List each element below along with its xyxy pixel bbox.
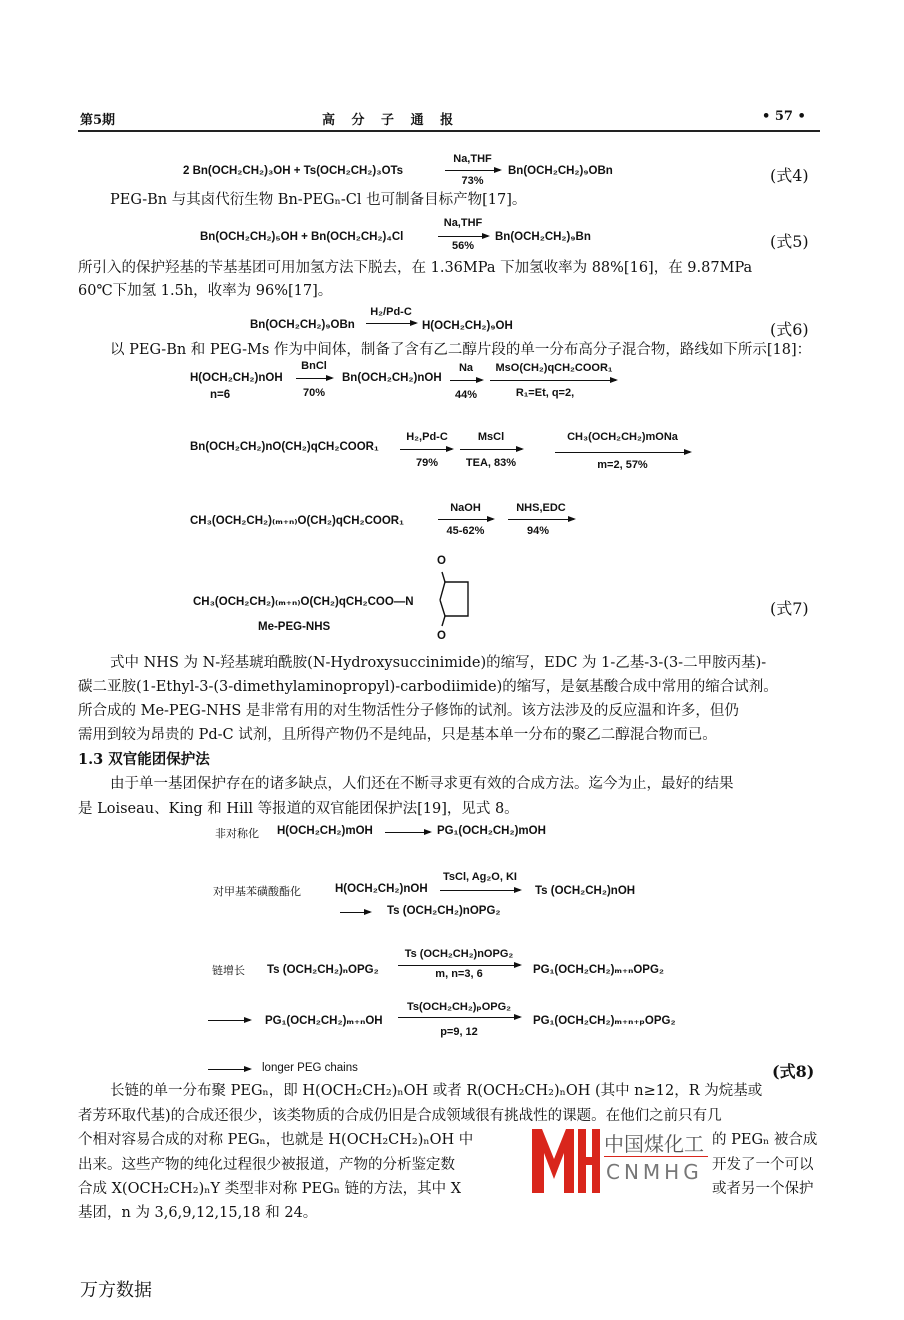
paragraph-line-end: 或者另一个保护 xyxy=(712,1181,814,1197)
arrow-label: Ts(OCH₂CH₂)ₚOPG₂ xyxy=(406,1001,512,1013)
carbonyl-oxygen: O xyxy=(437,555,446,567)
paragraph-line: 碳二亚胺(1-Ethyl-3-(3-dimethylaminopropyl)-carbodiimide)的缩写，是氨基酸合成中常用的缩合试剂。 xyxy=(78,679,778,695)
eq6-product: H(OCH₂CH₂)₉OH xyxy=(422,320,513,332)
journal-title: 高 分 子 通 报 xyxy=(322,113,460,128)
eq8-reactant: H(OCH₂CH₂)nOH xyxy=(335,883,428,895)
eq7-intermediate: Bn(OCH₂CH₂)nOH xyxy=(342,372,442,384)
eq5-label: (式5) xyxy=(770,232,809,251)
paragraph-line: 出来。这些产物的纯化过程很少被报道，产物的分析鉴定数 xyxy=(78,1157,455,1173)
paragraph-line-end: 开发了一个可以 xyxy=(712,1157,814,1173)
arrow-label: Ts (OCH₂CH₂)nOPG₂ xyxy=(404,948,514,960)
reaction-arrow xyxy=(460,449,522,450)
eq6-conditions: H₂/Pd-C xyxy=(370,306,412,318)
arrow-label: NaOH xyxy=(450,502,481,514)
eq7-ester: Bn(OCH₂CH₂)nO(CH₂)qCH₂COOR₁ xyxy=(190,441,379,453)
reaction-arrow xyxy=(438,519,493,520)
paragraph-line-end: 的 PEGₙ 被合成 xyxy=(712,1132,818,1148)
eq8-reactant: PG₁(OCH₂CH₂)ₘ₊ₙOH xyxy=(265,1015,383,1027)
paragraph-line: 基团，n 为 3,6,9,12,15,18 和 24。 xyxy=(78,1205,318,1221)
arrow-label: BnCl xyxy=(301,360,327,372)
watermark-text xyxy=(604,1126,708,1196)
eq4-conditions: Na,THF xyxy=(453,153,492,165)
reaction-arrow xyxy=(208,1069,250,1070)
reaction-arrow xyxy=(508,519,574,520)
watermark-en: CNMHG xyxy=(606,1160,703,1184)
succinimide-ring-icon xyxy=(430,568,475,630)
arrow-label: p=9, 12 xyxy=(440,1026,478,1038)
arrow-label: H₂,Pd-C xyxy=(406,431,448,443)
reaction-arrow xyxy=(445,170,500,171)
step-tag: 链增长 xyxy=(212,964,245,977)
paragraph-line: 由于单一基团保护存在的诸多缺点，人们还在不断寻求更有效的合成方法。迄今为止，最好的结果 xyxy=(110,776,734,792)
eq5-reactants: Bn(OCH₂CH₂)₅OH + Bn(OCH₂CH₂)₄Cl xyxy=(200,231,404,243)
eq5-yield: 56% xyxy=(451,240,475,252)
eq8-product: Ts (OCH₂CH₂)nOPG₂ xyxy=(387,905,501,917)
step-tag: 对甲基苯磺酸酯化 xyxy=(213,885,301,898)
reaction-arrow xyxy=(208,1020,250,1021)
paragraph-line: 以 PEG-Bn 和 PEG-Ms 作为中间体，制备了含有乙二醇片段的单一分布高分子混合物，路线如下所示[18]： xyxy=(110,342,812,358)
footer-source: 万方数据 xyxy=(80,1280,152,1301)
reaction-arrow xyxy=(440,890,520,891)
arrow-label: TEA, 83% xyxy=(465,457,517,469)
eq6-label: (式6) xyxy=(770,320,809,339)
watermark-cn: 中国煤化工 xyxy=(604,1132,704,1156)
eq5-product: Bn(OCH₂CH₂)₉Bn xyxy=(495,231,591,243)
eq7-start: H(OCH₂CH₂)nOH xyxy=(190,372,283,384)
paragraph-line: 是 Loiseau、King 和 Hill 等报道的双官能团保护法[19]，见式 8。 xyxy=(78,801,519,817)
watermark-logo xyxy=(530,1127,600,1195)
page-number: • 57 • xyxy=(762,109,806,124)
reaction-arrow xyxy=(555,452,690,453)
reaction-arrow xyxy=(398,965,520,966)
eq8-label: (式8) xyxy=(772,1062,815,1081)
eq4-reactants: 2 Bn(OCH₂CH₂)₃OH + Ts(OCH₂CH₂)₃OTs xyxy=(183,165,404,177)
eq8-reactant: Ts (OCH₂CH₂)ₙOPG₂ xyxy=(267,964,379,976)
arrow-label: 45-62% xyxy=(446,525,485,537)
reaction-arrow xyxy=(398,1017,520,1018)
paragraph-line: PEG-Bn 与其卤代衍生物 Bn-PEGₙ-Cl 也可制备目标产物[17]。 xyxy=(110,192,527,208)
eq8-continuation: longer PEG chains xyxy=(262,1062,358,1074)
reaction-arrow xyxy=(296,378,332,379)
step-tag: 非对称化 xyxy=(215,827,259,840)
arrow-label: TsCl, Ag₂O, KI xyxy=(443,871,517,883)
arrow-label: 94% xyxy=(526,525,550,537)
arrow-label: m, n=3, 6 xyxy=(435,968,483,980)
reaction-arrow xyxy=(438,236,488,237)
eq7-label: (式7) xyxy=(770,599,809,618)
paragraph-line: 长链的单一分布聚 PEGₙ，即 H(OCH₂CH₂)ₙOH 或者 R(OCH₂CH₂)ₙOH (其中 n≥12，R 为烷基或 xyxy=(110,1083,763,1099)
eq4-product: Bn(OCH₂CH₂)₉OBn xyxy=(508,165,613,177)
arrow-label: NHS,EDC xyxy=(516,502,566,514)
eq7-product: CH₃(OCH₂CH₂)₍ₘ₊ₙ₎O(CH₂)qCH₂COO—N xyxy=(193,596,414,608)
eq8-reactant: H(OCH₂CH₂)mOH xyxy=(277,825,373,837)
mh-logo-icon xyxy=(530,1127,600,1195)
reaction-arrow xyxy=(450,380,482,381)
eq8-product: PG₁(OCH₂CH₂)ₘ₊ₙ₊ₚOPG₂ xyxy=(533,1015,676,1027)
paragraph-line: 者芳环取代基)的合成还很少，该类物质的合成仍旧是合成领域很有挑战性的课题。在他们之前只有几 xyxy=(78,1108,722,1124)
reaction-arrow xyxy=(490,380,616,381)
eq4-yield: 73% xyxy=(461,175,484,187)
arrow-label: 44% xyxy=(454,389,478,401)
arrow-label: R₁=Et, q=2, xyxy=(515,387,575,399)
compound-name: Me-PEG-NHS xyxy=(258,621,331,633)
reaction-arrow xyxy=(340,912,370,913)
carbonyl-oxygen: O xyxy=(437,630,446,642)
arrow-label: MsO(CH₂)qCH₂COOR₁ xyxy=(495,362,613,374)
section-heading: 1.3 双官能团保护法 xyxy=(78,751,210,768)
paragraph-line: 式中 NHS 为 N-羟基琥珀酰胺(N-Hydroxysuccinimide)的缩写，EDC 为 1-乙基-3-(3-二甲胺丙基)- xyxy=(110,655,767,671)
paragraph-line: 个相对容易合成的对称 PEGₙ，也就是 H(OCH₂CH₂)ₙOH 中 xyxy=(78,1132,474,1148)
issue-number: 第5期 xyxy=(80,113,116,128)
arrow-label: 79% xyxy=(415,457,439,469)
arrow-label: 70% xyxy=(302,387,326,399)
eq8-product: PG₁(OCH₂CH₂)ₘ₊ₙOPG₂ xyxy=(533,964,665,976)
paragraph-line: 所合成的 Me-PEG-NHS 是非常有用的对生物活性分子修饰的试剂。该方法涉及的反应温和许多，但仍 xyxy=(78,703,739,719)
eq7-methyl-ester: CH₃(OCH₂CH₂)₍ₘ₊ₙ₎O(CH₂)qCH₂COOR₁ xyxy=(190,515,404,527)
reaction-arrow xyxy=(400,449,452,450)
arrow-label: MsCl xyxy=(477,431,505,443)
eq5-conditions: Na,THF xyxy=(443,217,483,229)
reaction-arrow xyxy=(385,832,430,833)
eq8-product: PG₁(OCH₂CH₂)mOH xyxy=(437,825,546,837)
arrow-label: m=2, 57% xyxy=(597,459,648,471)
arrow-label: CH₃(OCH₂CH₂)mONa xyxy=(567,431,678,443)
eq7-n-value: n=6 xyxy=(210,389,231,401)
paragraph-line: 合成 X(OCH₂CH₂)ₙY 类型非对称 PEGₙ 链的方法，其中 X xyxy=(78,1181,462,1197)
header-rule xyxy=(78,130,820,132)
eq6-reactant: Bn(OCH₂CH₂)₉OBn xyxy=(250,319,355,331)
eq4-label: (式4) xyxy=(770,166,809,185)
eq8-product: Ts (OCH₂CH₂)nOH xyxy=(535,885,636,897)
paragraph-line: 需用到较为昂贵的 Pd-C 试剂，且所得产物仍不是纯品，只是基本单一分布的聚乙二醇混合物而已。 xyxy=(78,727,717,743)
paragraph-line: 60℃下加氢 1.5h，收率为 96%[17]。 xyxy=(78,283,333,299)
reaction-arrow xyxy=(366,323,416,324)
paragraph-line: 所引入的保护羟基的苄基基团可用加氢方法下脱去，在 1.36MPa 下加氢收率为 88%[16]，在 9.87MPa xyxy=(78,260,753,276)
arrow-label: Na xyxy=(458,362,474,374)
